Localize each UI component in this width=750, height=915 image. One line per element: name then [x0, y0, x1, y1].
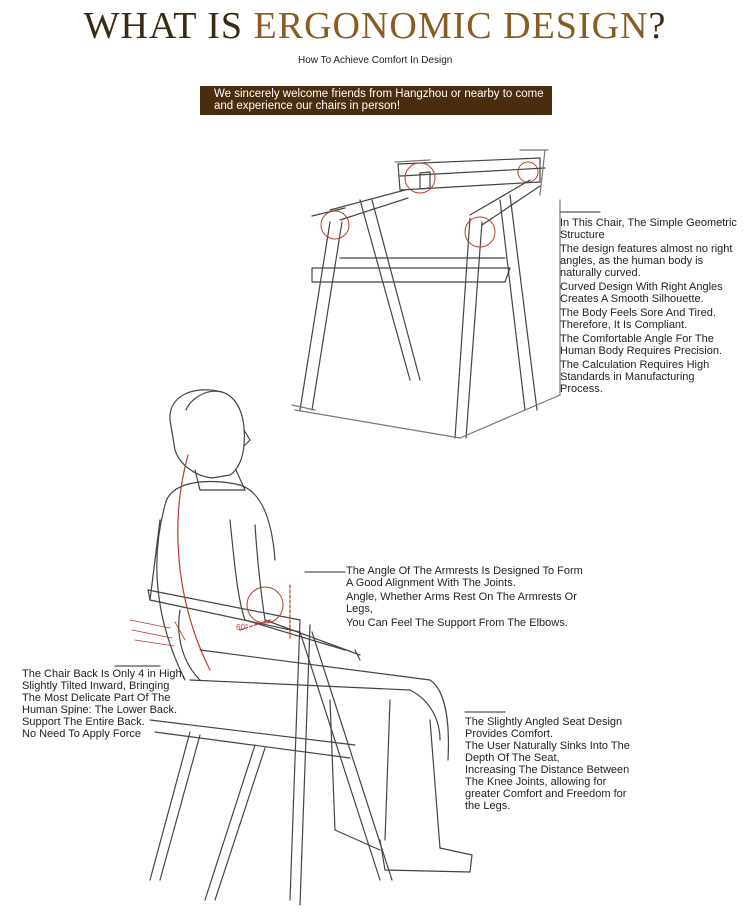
seat-note: The Slightly Angled Seat Design Provides Comfort.: [465, 716, 623, 740]
back-notes: [22, 668, 192, 740]
title-part-3: ?: [648, 5, 667, 47]
back-note: The Most Delicate Part Of The Human Spine: The Lower Back.: [22, 692, 178, 716]
chair-note: In This Chair, The Simple Geometric Structure: [560, 217, 737, 241]
subtitle: How To Achieve Comfort In Design: [298, 55, 453, 66]
side-chair-sketch: [148, 590, 392, 905]
armrest-notes: [346, 565, 586, 629]
chair-note: The design features almost no right angles, as the human body is naturally curved.: [560, 243, 733, 279]
title-part-2: ERGONOMIC DESIGN: [253, 5, 649, 47]
seat-note: Increasing The Distance Between The Knee Joints, allowing for greater Comfort and Freedom for the Legs.: [465, 764, 630, 812]
lumbar-lines: [130, 620, 185, 646]
armrest-note: The Angle Of The Armrests Is Designed To Form A Good Alignment With The Joints.: [346, 565, 583, 589]
armrest-note: You Can Feel The Support From The Elbows.: [346, 617, 568, 629]
angle-label: 60°: [236, 623, 249, 632]
seated-person-sketch: [150, 390, 472, 872]
chair-sketch: [292, 150, 560, 438]
seat-notes: [465, 716, 640, 812]
chair-note: The Calculation Requires High Standards in Manufacturing Process.: [560, 359, 710, 395]
back-note: Support The Entire Back.: [22, 716, 145, 728]
seat-note: The User Naturally Sinks Into The Depth Of The Seat,: [465, 740, 630, 764]
armrest-note: Angle, Whether Arms Rest On The Armrests Or Legs,: [346, 591, 577, 615]
back-note: Slightly Tilted Inward, Bringing: [22, 680, 170, 692]
title-part-1: WHAT IS: [83, 5, 254, 47]
chair-note: The Comfortable Angle For The Human Body Requires Precision.: [560, 333, 723, 357]
back-note: The Chair Back Is Only 4 in High,: [22, 668, 185, 680]
chair-note: The Body Feels Sore And Tired. Therefore, It Is Compliant.: [560, 307, 716, 331]
spine-line: [178, 455, 210, 670]
chair-notes: [560, 217, 740, 395]
back-note: No Need To Apply Force: [22, 728, 142, 740]
chair-note: Curved Design With Right Angles Creates A Smooth Silhouette.: [560, 281, 723, 305]
welcome-banner: We sincerely welcome friends from Hangzhou or nearby to come and experience our chairs in person!: [200, 86, 552, 115]
